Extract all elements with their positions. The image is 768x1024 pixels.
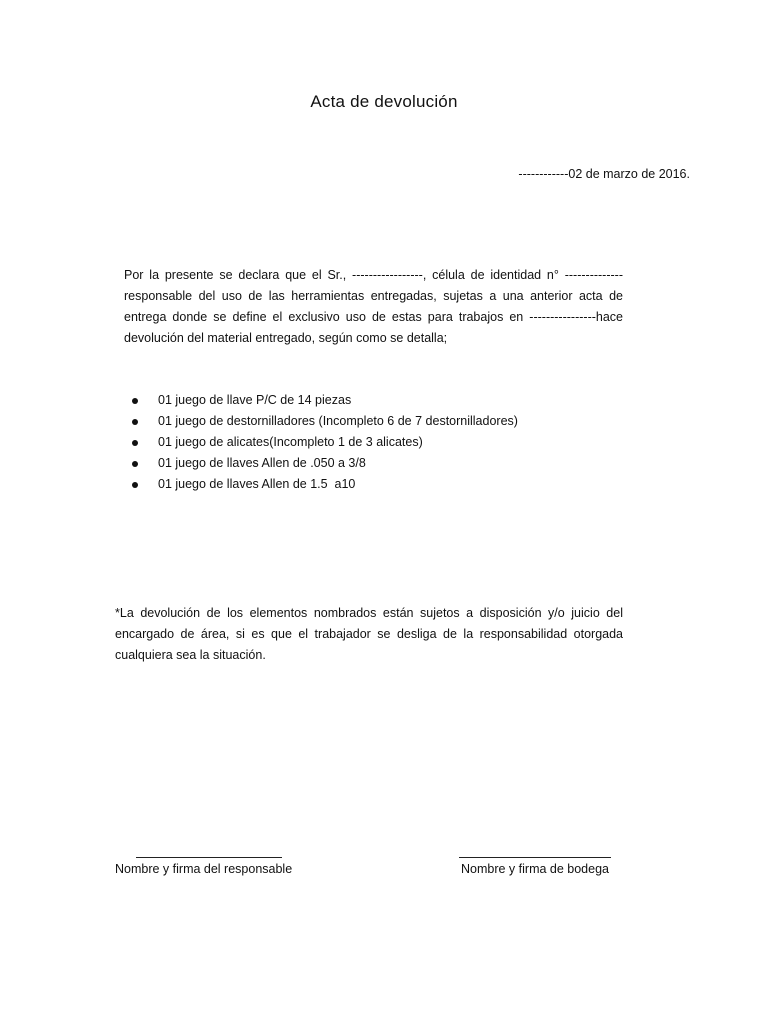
bullet-icon bbox=[132, 482, 138, 488]
list-item bbox=[132, 474, 612, 495]
list-item-text: 01 juego de destornilladores (Incompleto 6 de 7 destornilladores) bbox=[158, 414, 518, 428]
right-signature-label: Nombre y firma de bodega bbox=[461, 862, 609, 876]
list-item-text: 01 juego de llave P/C de 14 piezas bbox=[158, 393, 352, 407]
list-item bbox=[132, 390, 612, 411]
items-list bbox=[132, 390, 612, 495]
document-title: Acta de devolución bbox=[310, 92, 458, 111]
bullet-icon bbox=[132, 398, 138, 404]
list-item bbox=[132, 432, 612, 453]
bullet-icon bbox=[132, 419, 138, 425]
right-signature-line bbox=[459, 857, 611, 858]
left-signature-line bbox=[136, 857, 282, 858]
bullet-icon bbox=[132, 440, 138, 446]
intro-paragraph: Por la presente se declara que el Sr., -----------------, célula de identidad n° -------------- responsable del uso de las herramientas entregadas, sujetas a una anterior acta de entrega donde se define el exclusivo uso de estas para trabajos en ----------------hace devolución del material entregado, según como se detalla; bbox=[124, 268, 623, 345]
list-item-text: 01 juego de llaves Allen de .050 a 3/8 bbox=[158, 456, 366, 470]
list-item bbox=[132, 453, 612, 474]
list-item-text: 01 juego de alicates(Incompleto 1 de 3 alicates) bbox=[158, 435, 423, 449]
bullet-icon bbox=[132, 461, 138, 467]
left-signature-label: Nombre y firma del responsable bbox=[115, 862, 293, 876]
list-item bbox=[132, 411, 612, 432]
date-line: ------------02 de marzo de 2016. bbox=[518, 167, 690, 181]
list-item-text: 01 juego de llaves Allen de 1.5 a10 bbox=[158, 477, 356, 491]
note-paragraph: *La devolución de los elementos nombrados están sujetos a disposición y/o juicio del encargado de área, si es que el trabajador se desliga de la responsabilidad otorgada cualquiera sea la situación. bbox=[115, 606, 623, 662]
